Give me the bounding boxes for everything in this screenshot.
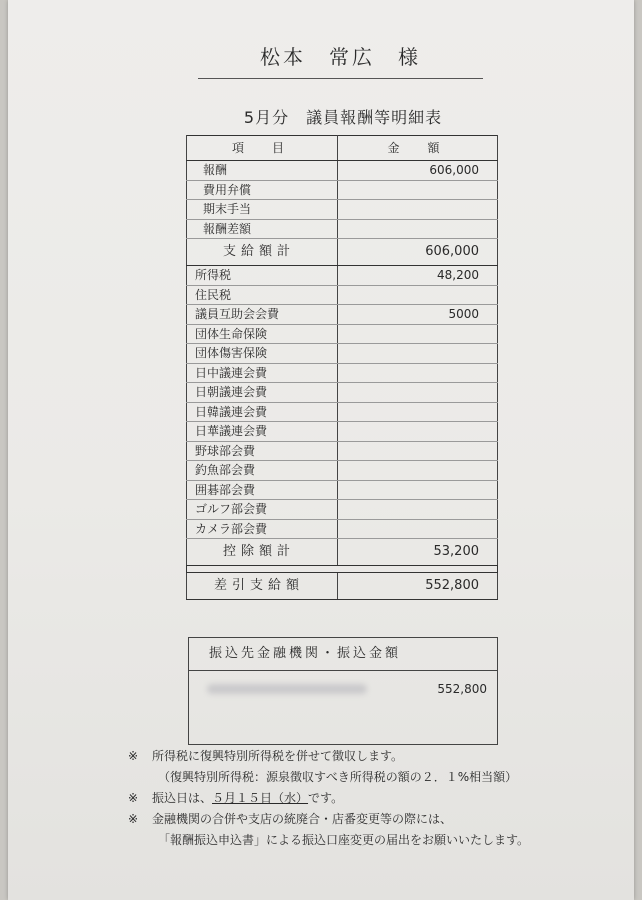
row-item-label: 釣魚部会費 <box>187 461 338 481</box>
row-item-label: 議員互助会会費 <box>187 305 338 325</box>
table-row <box>187 500 498 520</box>
table-row <box>187 402 498 422</box>
row-item-label: 日韓議連会費 <box>187 402 338 422</box>
header-item: 項 目 <box>187 136 338 161</box>
deductions-section <box>187 266 498 539</box>
table-row <box>187 219 498 239</box>
row-item-label: 日華議連会費 <box>187 422 338 442</box>
note-1-detail-text: （復興特別所得税：源泉徴収すべき所得税の額の２．１%相当額） <box>158 770 518 784</box>
row-item-label: 期末手当 <box>187 200 338 220</box>
row-amount <box>338 363 498 383</box>
note-2 <box>128 788 628 809</box>
table-row <box>187 519 498 539</box>
bank-heading: 振込先金融機関・振込金額 <box>189 638 497 671</box>
paper-sheet <box>8 0 634 900</box>
row-amount <box>338 344 498 364</box>
deduction-total-label: 控除額計 <box>187 539 338 566</box>
row-item-label: 費用弁償 <box>187 180 338 200</box>
row-amount <box>338 500 498 520</box>
table-row <box>187 461 498 481</box>
note-mark: ※ <box>128 749 139 763</box>
notes-section <box>128 746 628 851</box>
row-amount: 606,000 <box>338 161 498 181</box>
note-1-detail <box>128 767 628 788</box>
table-row <box>187 383 498 403</box>
note-1 <box>128 746 628 767</box>
note-3-text: 金融機関の合併や支店の統廃合・店番変更等の際には、 <box>152 812 453 826</box>
table-gap <box>187 566 498 573</box>
net-pay-amount: 552,800 <box>338 573 498 600</box>
row-item-label: 野球部会費 <box>187 441 338 461</box>
deduction-total-amount: 53,200 <box>338 539 498 566</box>
bank-transfer-box <box>188 637 498 745</box>
table-row <box>187 480 498 500</box>
note-1-text: 所得税に復興特別所得税を併せて徴収します。 <box>152 749 404 763</box>
row-amount <box>338 480 498 500</box>
table-row <box>187 161 498 181</box>
row-amount: 48,200 <box>338 266 498 286</box>
pay-total-row <box>187 239 498 266</box>
note-mark: ※ <box>128 791 139 805</box>
recipient-name: 松本 常広 様 <box>198 41 483 79</box>
net-pay-row <box>187 573 498 600</box>
row-amount <box>338 441 498 461</box>
row-item-label: 所得税 <box>187 266 338 286</box>
redacted-bank-name <box>207 684 367 694</box>
row-item-label: 団体生命保険 <box>187 324 338 344</box>
note-3-detail <box>128 830 628 851</box>
row-amount: 5000 <box>338 305 498 325</box>
note-3-detail-text: 「報酬振込申込書」による振込口座変更の届出をお願いいたします。 <box>158 833 530 847</box>
row-amount <box>338 324 498 344</box>
pay-total-label: 支給額計 <box>187 239 338 266</box>
transfer-date: ５月１５日（水） <box>212 791 309 805</box>
row-amount <box>338 519 498 539</box>
row-item-label: 報酬 <box>187 161 338 181</box>
note-2-prefix: 振込日は、 <box>152 791 213 805</box>
table-row <box>187 363 498 383</box>
table-row <box>187 200 498 220</box>
note-2-suffix: です。 <box>308 791 344 805</box>
document-title: 5月分 議員報酬等明細表 <box>243 108 443 127</box>
row-item-label: 日朝議連会費 <box>187 383 338 403</box>
deduction-total-row <box>187 539 498 566</box>
row-amount <box>338 219 498 239</box>
row-amount <box>338 180 498 200</box>
row-amount <box>338 422 498 442</box>
pay-total-amount: 606,000 <box>338 239 498 266</box>
bank-transfer-amount: 552,800 <box>437 682 487 696</box>
table-row <box>187 422 498 442</box>
table-row <box>187 266 498 286</box>
note-mark: ※ <box>128 812 139 826</box>
row-item-label: 日中議連会費 <box>187 363 338 383</box>
payments-section <box>187 161 498 239</box>
row-amount <box>338 461 498 481</box>
note-3 <box>128 809 628 830</box>
table-row <box>187 324 498 344</box>
row-item-label: ゴルフ部会費 <box>187 500 338 520</box>
row-amount <box>338 402 498 422</box>
table-row <box>187 344 498 364</box>
table-row <box>187 441 498 461</box>
row-item-label: 報酬差額 <box>187 219 338 239</box>
row-item-label: 住民税 <box>187 285 338 305</box>
row-amount <box>338 285 498 305</box>
row-amount <box>338 200 498 220</box>
table-row <box>187 305 498 325</box>
table-row <box>187 180 498 200</box>
compensation-table <box>186 135 498 600</box>
row-item-label: 団体傷害保険 <box>187 344 338 364</box>
row-item-label: カメラ部会費 <box>187 519 338 539</box>
table-header-row <box>187 136 498 161</box>
header-amount: 金 額 <box>338 136 498 161</box>
net-pay-label: 差引支給額 <box>187 573 338 600</box>
row-amount <box>338 383 498 403</box>
row-item-label: 囲碁部会費 <box>187 480 338 500</box>
table-row <box>187 285 498 305</box>
